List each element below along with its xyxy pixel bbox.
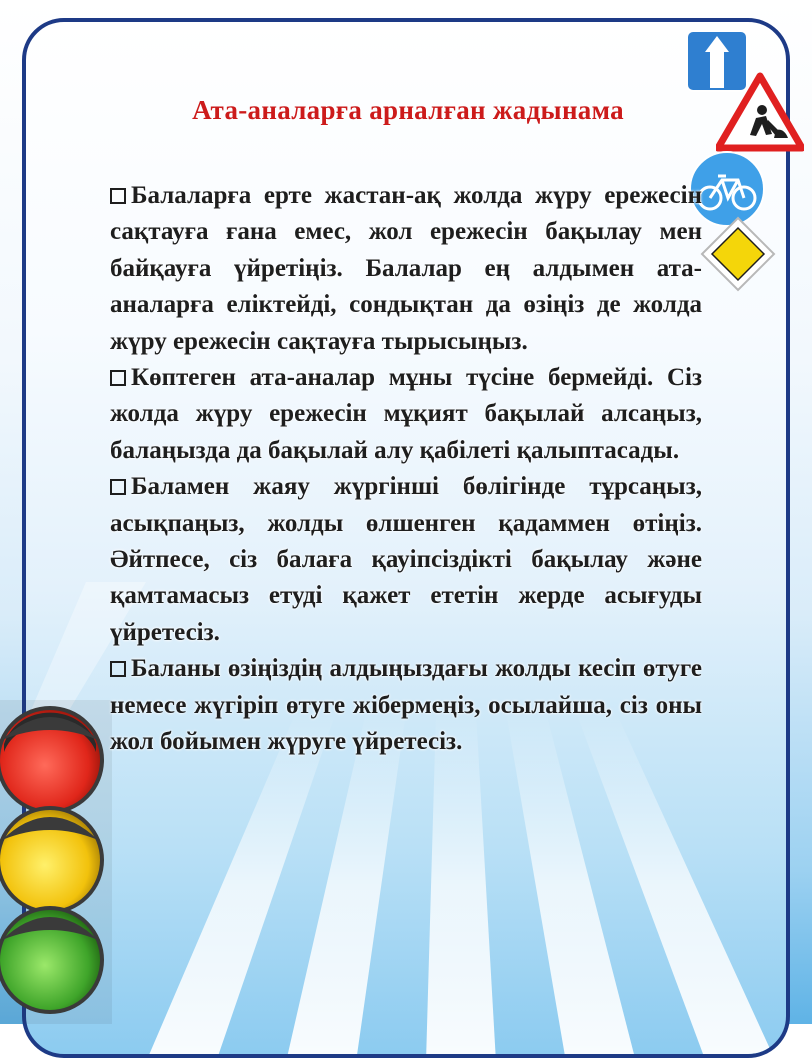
checkbox-icon	[110, 370, 126, 386]
traffic-light-icon	[0, 700, 120, 1024]
memo-paragraph-2	[110, 360, 702, 469]
memo-paragraph-1	[110, 178, 702, 360]
checkbox-icon	[110, 188, 126, 204]
memo-body	[110, 178, 702, 761]
priority-road-sign-icon	[700, 216, 776, 292]
paragraph-text: Балаларға ерте жастан-ақ жолда жүру ережесін сақтауға ғана емес, жол ережесін бақылау мен байқауға үйретіңіз. Балалар ең алдымен ата-аналарға еліктейді, сондықтан да өзіңіз де жолда жүру ережесін сақтауға тырысыңыз.	[110, 182, 702, 355]
memo-paragraph-4	[110, 651, 702, 760]
paragraph-text: Көптеген ата-аналар мұны түсіне бермейді. Сіз жолда жүру ережесін мұқият бақылай алсаңыз, балаңызда да бақылай алу қабілеті қалыптасады.	[110, 364, 702, 464]
paragraph-text: Баламен жаяу жүргінші бөлігінде тұрсаңыз, асықпаңыз, жолды өлшенген қадаммен өтіңіз. Әйтпесе, сіз балаға қауіпсіздікті бақылау және қамтамасыз етуді қажет ететін жерде асығуды үйретесіз.	[110, 473, 702, 646]
checkbox-icon	[110, 479, 126, 495]
road-works-sign-icon	[716, 72, 804, 152]
memo-paragraph-3	[110, 469, 702, 651]
page-title: Ата-аналарға арналған жадынама	[192, 95, 624, 125]
checkbox-icon	[110, 661, 126, 677]
paragraph-text: Баланы өзіңіздің алдыңыздағы жолды кесіп өтуге немесе жүгіріп өтуге жібермеңіз, осылайша, сіз оны жол бойымен жүруге үйретесіз.	[110, 655, 702, 756]
